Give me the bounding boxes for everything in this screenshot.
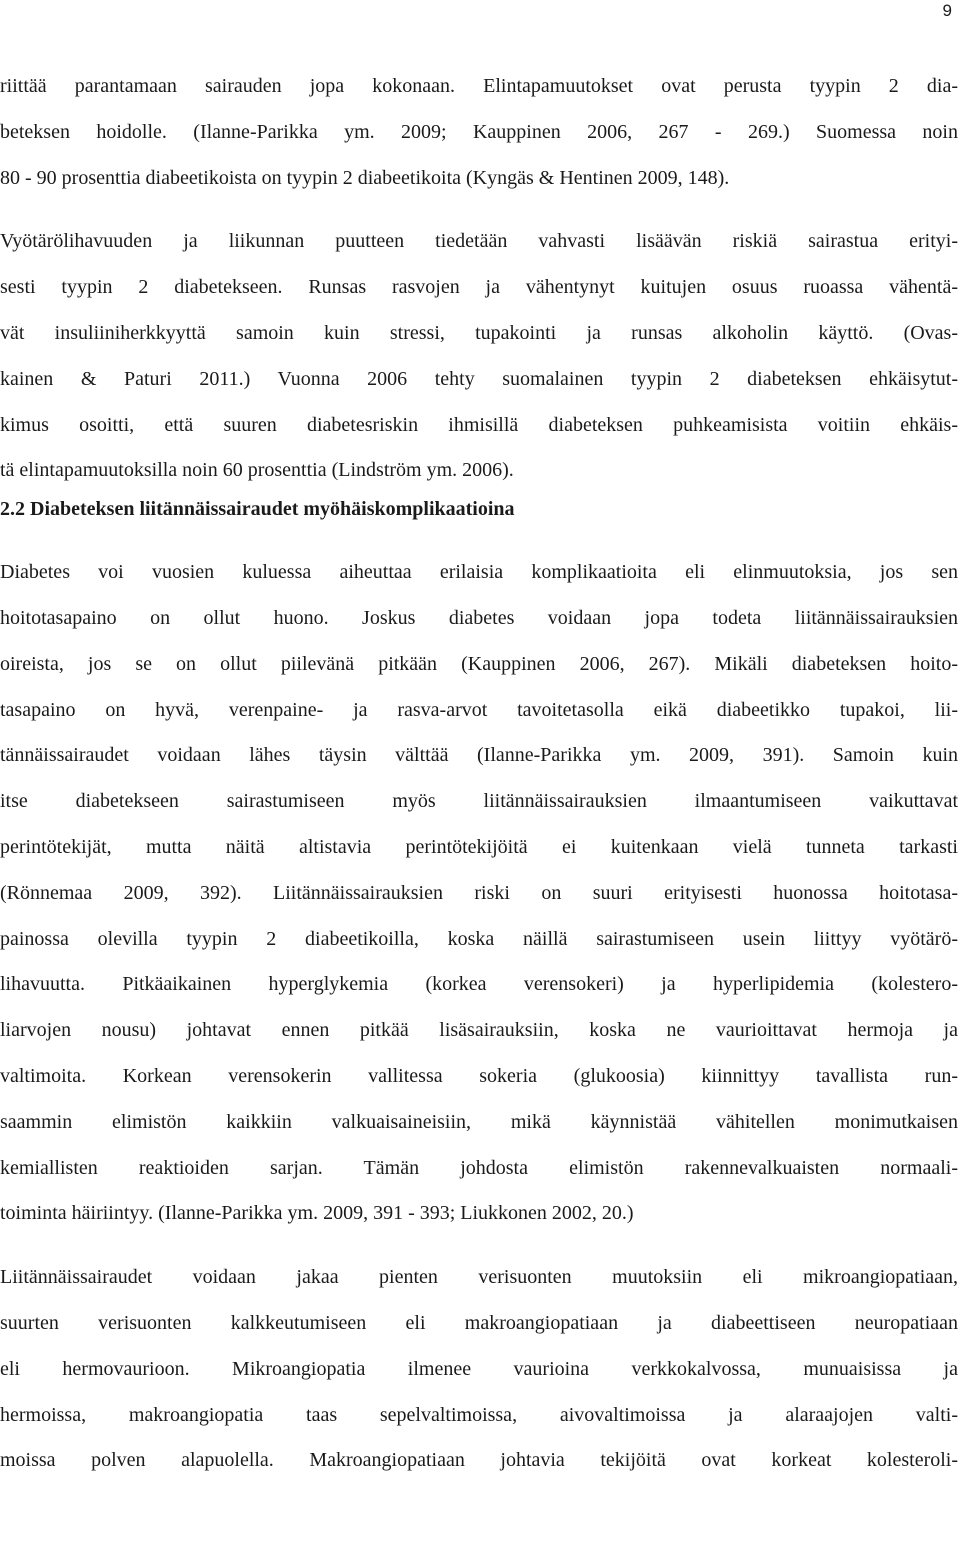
- text-line: vät insuliiniherkkyyttä samoin kuin stressi, tupakointi ja runsas alkoholin käyttö. (Ovas-: [0, 321, 958, 344]
- text-line: suurten verisuonten kalkkeutumiseen eli makroangiopatiaan ja diabeettiseen neuropatiaan: [0, 1311, 958, 1334]
- text-line: painossa olevilla tyypin 2 diabeetikoilla, koska näillä sairastumiseen usein liittyy vyötärö-: [0, 927, 958, 950]
- text-line: tännäissairaudet voidaan lähes täysin välttää (Ilanne-Parikka ym. 2009, 391). Samoin kuin: [0, 744, 958, 767]
- text-line: toiminta häiriintyy. (Ilanne-Parikka ym. 2009, 391 - 393; Liukkonen 2002, 20.): [0, 1202, 634, 1225]
- paragraph-1: [0, 64, 958, 201]
- text-line: itse diabetekseen sairastumiseen myös liitännäissairauksien ilmaantumiseen vaikuttavat: [0, 790, 958, 813]
- text-line: riittää parantamaan sairauden jopa kokonaan. Elintapamuutokset ovat perusta tyypin 2 dia-: [0, 75, 958, 97]
- text-line: (Rönnemaa 2009, 392). Liitännäissairauksien riski on suuri erityisesti huonossa hoitotasa-: [0, 881, 958, 904]
- text-line: kemiallisten reaktioiden sarjan. Tämän johdosta elimistön rakennevalkuaisten normaali-: [0, 1156, 958, 1179]
- text-line: kimus osoitti, että suuren diabetesriskin ihmisillä diabeteksen puhkeamisista voitiin ehkäis-: [0, 413, 958, 436]
- text-line: oireista, jos se on ollut piilevänä pitkään (Kauppinen 2006, 267). Mikäli diabeteksen hoito-: [0, 652, 958, 675]
- paragraph-3: [0, 550, 958, 1237]
- text-line: Diabetes voi vuosien kuluessa aiheuttaa erilaisia komplikaatioita eli elinmuutoksia, jos sen: [0, 561, 958, 584]
- text-line: sesti tyypin 2 diabetekseen. Runsas rasvojen ja vähentynyt kuitujen osuus ruoassa vähentä-: [0, 276, 958, 299]
- paragraph-4: [0, 1255, 958, 1484]
- text-line: 80 - 90 prosenttia diabeetikoista on tyypin 2 diabeetikoita (Kyngäs & Hentinen 2009, 148).: [0, 166, 730, 189]
- text-line: moissa polven alapuolella. Makroangiopatiaan johtavia tekijöitä ovat korkeat kolesteroli-: [0, 1449, 958, 1472]
- text-line: tä elintapamuutoksilla noin 60 prosenttia (Lindström ym. 2006).: [0, 459, 514, 482]
- text-line: Liitännäissairaudet voidaan jakaa pienten verisuonten muutoksiin eli mikroangiopatiaan,: [0, 1266, 958, 1289]
- text-line: valtimoita. Korkean verensokerin vallitessa sokeria (glukoosia) kiinnittyy tavallista run-: [0, 1064, 958, 1087]
- text-line: tasapaino on hyvä, verenpaine- ja rasva-arvot tavoitetasolla eikä diabeetikko tupakoi, lii-: [0, 698, 958, 721]
- text-line: hermoissa, makroangiopatia taas sepelvaltimoissa, aivovaltimoissa ja alaraajojen valti-: [0, 1403, 958, 1426]
- section-heading: 2.2 Diabeteksen liitännäissairaudet myöhäiskomplikaatioina: [0, 498, 515, 521]
- text-line: perintötekijät, mutta näitä altistavia perintötekijöitä ei kuitenkaan vielä tunneta tarkasti: [0, 835, 958, 858]
- text-line: Vyötärölihavuuden ja liikunnan puutteen tiedetään vahvasti lisäävän riskiä sairastua erityi-: [0, 230, 958, 253]
- text-line: eli hermovaurioon. Mikroangiopatia ilmenee vaurioina verkkokalvossa, munuaisissa ja: [0, 1357, 958, 1380]
- document-body: [0, 64, 958, 1484]
- paragraph-2: [0, 219, 958, 494]
- text-line: lihavuutta. Pitkäaikainen hyperglykemia (korkea verensokeri) ja hyperlipidemia (kolestero-: [0, 973, 958, 996]
- page-number: 9: [942, 1, 952, 20]
- text-line: saammin elimistön kaikkiin valkuaisaineisiin, mikä käynnistää vähitellen monimutkaisen: [0, 1110, 958, 1133]
- text-line: liarvojen nousu) johtavat ennen pitkää lisäsairauksiin, koska ne vaurioittavat hermoja ja: [0, 1019, 958, 1042]
- text-line: beteksen hoidolle. (Ilanne-Parikka ym. 2009; Kauppinen 2006, 267 - 269.) Suomessa noin: [0, 120, 958, 143]
- text-line: hoitotasapaino on ollut huono. Joskus diabetes voidaan jopa todeta liitännäissairauksien: [0, 606, 958, 629]
- text-line: kainen & Paturi 2011.) Vuonna 2006 tehty suomalainen tyypin 2 diabeteksen ehkäisytut-: [0, 367, 958, 390]
